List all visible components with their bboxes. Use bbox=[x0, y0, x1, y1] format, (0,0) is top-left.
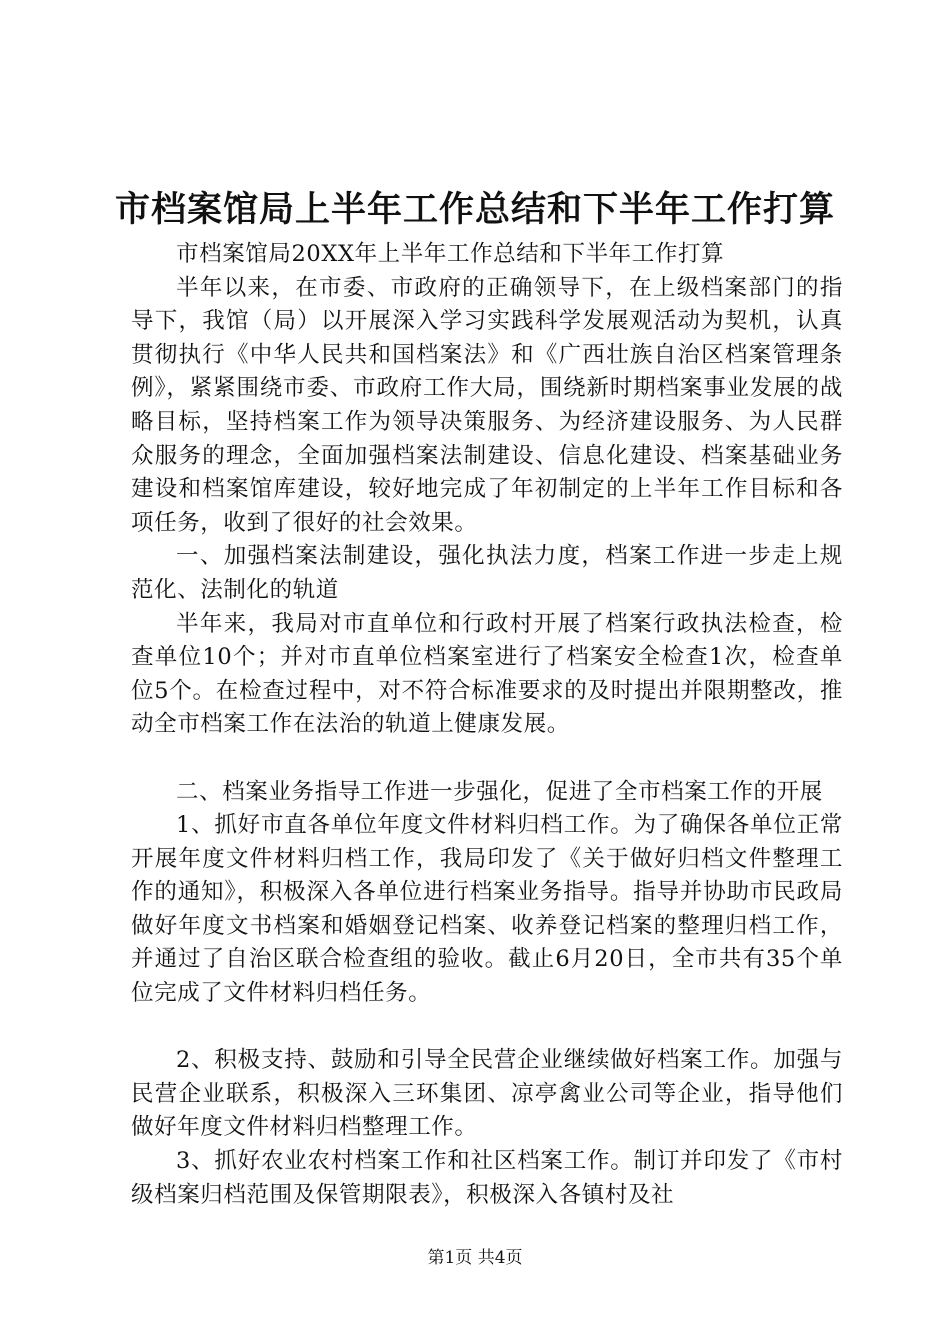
paragraph-item-2: 2、积极支持、鼓励和引导全民营企业继续做好档案工作。加强与民营企业联系，积极深入三环集团、凉亭禽业公司等企业，指导他们做好年度文件材料归档整理工作。 bbox=[131, 1047, 843, 1141]
document-title: 市档案馆局上半年工作总结和下半年工作打算 bbox=[114, 189, 835, 230]
paragraph-item-1: 1、抓好市直各单位年度文件材料归档工作。为了确保各单位正常开展年度文件材料归档工作，我局印发了《关于做好归档文件整理工作的通知》，积极深入各单位进行档案业务指导。指导并协助市民政局做好年度文书档案和婚姻登记档案、收养登记档案的整理归档工作，并通过了自治区联合检查组的验收。截止6月20日，全市共有35个单位完成了文件材料归档任务。 bbox=[131, 812, 843, 1007]
paragraph-intro: 半年以来，在市委、市政府的正确领导下，在上级档案部门的指导下，我馆（局）以开展深入学习实践科学发展观活动为契机，认真贯彻执行《中华人民共和国档案法》和《广西壮族自治区档案管理条例》，紧紧围绕市委、市政府工作大局，围绕新时期档案事业发展的战略目标，坚持档案工作为领导决策服务、为经济建设服务、为人民群众服务的理念，全面加强档案法制建设、信息化建设、档案基础业务建设和档案馆库建设，较好地完成了年初制定的上半年工作目标和各项任务，收到了很好的社会效果。 bbox=[131, 274, 843, 536]
section-heading-1: 一、加强档案法制建设，强化执法力度，档案工作进一步走上规范化、法制化的轨道 bbox=[131, 543, 843, 603]
page-number-footer: 第1页 共4页 bbox=[427, 1248, 523, 1268]
paragraph-subtitle: 市档案馆局20XX年上半年工作总结和下半年工作打算 bbox=[176, 241, 725, 267]
paragraph-item-3: 3、抓好农业农村档案工作和社区档案工作。制订并印发了《市村级档案归档范围及保管期限表》，积极深入各镇村及社 bbox=[131, 1148, 843, 1208]
paragraph-section-1: 半年来，我局对市直单位和行政村开展了档案行政执法检查，检查单位10个；并对市直单位档案室进行了档案安全检查1次，检查单位5个。在检查过程中，对不符合标准要求的及时提出并限期整改，推动全市档案工作在法治的轨道上健康发展。 bbox=[131, 610, 843, 738]
document-body bbox=[131, 238, 843, 1212]
section-heading-2: 二、档案业务指导工作进一步强化，促进了全市档案工作的开展 bbox=[176, 778, 823, 805]
